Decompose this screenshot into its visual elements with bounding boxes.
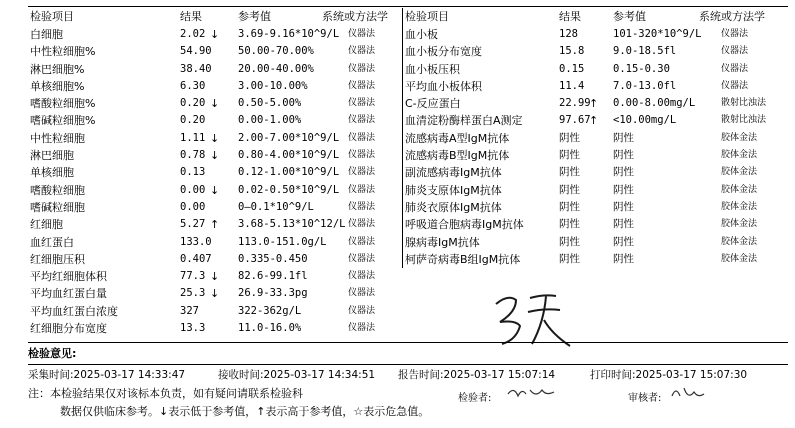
cell-item: 肺炎支原体IgM抗体 [405,183,502,197]
cell-item: 肺炎衣原体IgM抗体 [405,200,502,214]
table-row [403,216,789,233]
print-time: 打印时间:2025-03-17 15:07:30 [590,369,748,381]
cell-item: 血小板 [405,28,438,41]
table-row [28,182,406,199]
cell-ref: 阴性 [613,149,634,162]
cell-ref: 0.02-0.50*10^9/L [238,183,340,196]
cell-method: 仪器法 [348,219,376,230]
cell-flag: ↓ [210,287,220,301]
cell-result: 6.30 [180,79,206,92]
cell-method: 仪器法 [348,288,376,299]
cell-method: 仪器法 [348,271,376,282]
cell-item: C-反应蛋白 [405,97,461,111]
cell-result: 0.13 [180,166,206,179]
cell-ref: 0.12-1.00*10^9/L [238,166,340,179]
cell-ref: 阴性 [613,252,634,265]
cell-ref: 82.6-99.1fl [238,270,308,283]
cell-result: 22.99 [559,97,591,110]
cell-ref: 0.00-8.00mg/L [613,97,696,110]
cell-method: 仪器法 [348,201,376,212]
table-row [403,43,789,60]
cell-method: 仪器法 [348,253,376,264]
header-ref: 参考值 [238,10,271,23]
cell-ref: 0.80-4.00*10^9/L [238,149,340,162]
cell-item: 流感病毒B型IgM抗体 [405,149,510,163]
cell-item: 副流感病毒IgM抗体 [405,166,502,180]
cell-item: 血小板分布宽度 [405,45,482,59]
cell-result: 阴性 [559,183,580,196]
table-row [403,61,789,78]
cell-result: 0.20 [180,114,206,127]
cell-method: 仪器法 [348,29,376,39]
cell-ref: 26.9-33.3pg [238,287,308,300]
cell-item: 单核细胞% [30,79,85,93]
cell-result: 阴性 [559,235,580,248]
cell-result: 0.00 [180,183,206,196]
cell-result: 阴性 [559,218,580,231]
cell-flag: ↓ [210,28,220,41]
header-item: 检验项目 [405,10,449,23]
cell-ref: 3.68-5.13*10^12/L [238,218,346,231]
cell-ref: 2.00-7.00*10^9/L [238,131,340,144]
tester-label: 检验者: [458,393,492,404]
cell-method: 仪器法 [348,115,376,126]
cell-method: 仪器法 [348,236,376,247]
table-row [28,164,406,181]
table-row [403,199,789,216]
table-row [403,234,789,251]
cell-item: 平均红细胞体积 [30,270,107,284]
results-table-right [402,8,789,268]
table-row [28,303,406,320]
opinion-label: 检验意见: [28,347,77,360]
cell-ref: 322-362g/L [238,304,302,317]
cell-method: 散射比浊法 [721,98,767,109]
reviewer-signature [668,384,708,402]
table-row [403,147,789,164]
top-rule [28,6,788,7]
header-result: 结果 [559,10,581,23]
cell-method: 仪器法 [348,150,376,161]
cell-result: 0.78 [180,149,206,162]
cell-result: 327 [180,304,199,317]
cell-result: 阴性 [559,252,580,265]
cell-method: 仪器法 [721,80,749,91]
cell-result: 0.00 [180,200,206,213]
cell-item: 淋巴细胞% [30,62,85,76]
table-row [28,285,406,302]
cell-item: 红细胞 [30,218,63,232]
cell-method: 仪器法 [348,184,376,195]
cell-flag: ↓ [210,270,220,284]
cell-flag: ↑ [589,97,599,111]
table-row [28,320,406,337]
cell-ref: 阴性 [613,218,634,231]
cell-result: 2.02 [180,28,206,40]
cell-flag: ↓ [210,183,220,197]
cell-ref: 0.15-0.30 [613,62,670,75]
cell-ref: 阴性 [613,166,634,179]
table-row [28,61,406,78]
cell-result: 25.3 [180,287,206,300]
table-row [403,164,789,181]
cell-ref: 11.0-16.0% [238,322,302,335]
cell-ref: 101-320*10^9/L [613,28,702,40]
cell-flag: ↑ [589,114,599,128]
cell-method: 仪器法 [348,167,376,178]
cell-item: 平均血小板体积 [405,79,482,93]
cell-flag: ↓ [210,131,220,145]
cell-ref: 阴性 [613,235,634,248]
cell-ref: 7.0-13.0fl [613,79,677,92]
cell-method: 胶体金法 [721,184,758,195]
table-row [28,78,406,95]
cell-item: 嗜碱粒细胞 [30,200,85,214]
table-row [28,251,406,268]
table-row [28,199,406,216]
cell-item: 呼吸道合胞病毒IgM抗体 [405,218,524,232]
cell-item: 红细胞压积 [30,252,85,266]
cell-result: 133.0 [180,235,212,248]
cell-method: 胶体金法 [721,150,758,161]
opinion-rule [28,342,788,343]
cell-ref: 50.00-70.00% [238,45,314,58]
cell-method: 仪器法 [721,63,749,74]
cell-method: 仪器法 [721,46,749,57]
cell-ref: 阴性 [613,183,634,196]
handwritten-signature-large [486,282,576,354]
cell-result: 0.15 [559,62,585,75]
table-row [403,26,789,43]
cell-item: 腺病毒IgM抗体 [405,235,480,249]
header-item: 检验项目 [30,10,74,23]
cell-item: 平均血红蛋白浓度 [30,304,118,318]
table-header [403,8,789,26]
cell-flag: ↓ [210,149,220,163]
cell-result: 5.27 [180,218,206,231]
cell-item: 红细胞分布宽度 [30,322,107,336]
cell-method: 胶体金法 [721,167,758,178]
report-time: 报告时间:2025-03-17 15:07:14 [398,369,556,381]
table-row [28,43,406,60]
cell-method: 胶体金法 [721,253,758,264]
header-method: 系统或方法学 [322,10,388,23]
table-row [28,130,406,147]
cell-flag: ↑ [210,218,220,232]
cell-item: 中性粒细胞% [30,45,96,59]
note-line-1: 注：本检验结果仅对该标本负责，如有疑问请联系检验科 [28,387,303,400]
cell-ref: 3.00-10.00% [238,79,308,92]
cell-ref: 0.00-1.00% [238,114,302,127]
cell-result: 阴性 [559,166,580,179]
cell-ref: 阴性 [613,131,634,144]
table-row [28,26,406,43]
table-row [28,147,406,164]
cell-result: 阴性 [559,200,580,213]
cell-item: 嗜碱粒细胞% [30,114,96,128]
table-row [403,78,789,95]
cell-result: 77.3 [180,270,206,283]
cell-method: 胶体金法 [721,219,758,230]
cell-result: 128 [559,28,578,40]
cell-item: 淋巴细胞 [30,149,74,163]
cell-ref: <10.00mg/L [613,114,677,127]
table-row [403,251,789,268]
cell-result: 13.3 [180,322,206,335]
cell-method: 仪器法 [348,132,376,143]
cell-result: 38.40 [180,62,212,75]
cell-method: 仪器法 [348,98,376,109]
cell-item: 中性粒细胞 [30,131,85,145]
table-row [28,234,406,251]
cell-method: 仪器法 [348,305,376,316]
cell-method: 胶体金法 [721,236,758,247]
cell-result: 阴性 [559,131,580,144]
cell-method: 胶体金法 [721,132,758,143]
footer-rule [28,364,788,365]
results-table-left [28,8,406,337]
cell-ref: 113.0-151.0g/L [238,235,327,248]
cell-ref: 0.50-5.00% [238,97,302,110]
cell-method: 胶体金法 [721,201,758,212]
header-result: 结果 [180,10,202,23]
cell-item: 嗜酸粒细胞% [30,97,96,111]
cell-ref: 0.335-0.450 [238,252,308,265]
cell-item: 嗜酸粒细胞 [30,183,85,197]
cell-method: 仪器法 [721,29,749,39]
cell-method: 散射比浊法 [721,115,767,126]
cell-item: 流感病毒A型IgM抗体 [405,131,510,145]
table-row [403,130,789,147]
note-line-2: 数据仅供临床参考。↓表示低于参考值，↑表示高于参考值，☆表示危急值。 [60,405,430,418]
cell-result: 15.8 [559,45,585,58]
cell-result: 阴性 [559,149,580,162]
table-row [403,182,789,199]
table-row [403,95,789,112]
cell-item: 白细胞 [30,28,63,41]
cell-result: 1.11 [180,131,206,144]
cell-ref: 阴性 [613,200,634,213]
collect-time: 采集时间:2025-03-17 14:33:47 [28,369,186,381]
cell-item: 血小板压积 [405,62,460,76]
cell-item: 单核细胞 [30,166,74,180]
cell-method: 仪器法 [348,46,376,57]
cell-method: 仪器法 [348,323,376,334]
table-row [28,95,406,112]
cell-method: 仪器法 [348,63,376,74]
cell-ref: 9.0-18.5fl [613,45,677,58]
cell-item: 平均血红蛋白量 [30,287,107,301]
cell-item: 血红蛋白 [30,235,74,249]
table-row [403,112,789,129]
table-row [28,268,406,285]
cell-result: 0.407 [180,252,212,265]
table-row [28,112,406,129]
cell-item: 血清淀粉酶样蛋白A测定 [405,114,523,128]
receive-time: 接收时间:2025-03-17 14:34:51 [218,369,376,381]
cell-result: 0.20 [180,97,206,110]
table-header [28,8,406,26]
cell-result: 97.67 [559,114,591,127]
header-ref: 参考值 [613,10,646,23]
cell-ref: 20.00-40.00% [238,62,314,75]
lab-report [28,0,788,428]
cell-method: 仪器法 [348,80,376,91]
table-row [28,216,406,233]
cell-ref: 0—0.1*10^9/L [238,200,314,213]
reviewer-label: 审核者: [628,393,662,404]
cell-item: 柯萨奇病毒B组IgM抗体 [405,252,521,266]
cell-result: 11.4 [559,79,585,92]
tester-signature [506,384,558,402]
cell-ref: 3.69-9.16*10^9/L [238,28,340,40]
header-method: 系统或方法学 [699,10,765,23]
cell-result: 54.90 [180,45,212,58]
cell-flag: ↓ [210,97,220,111]
